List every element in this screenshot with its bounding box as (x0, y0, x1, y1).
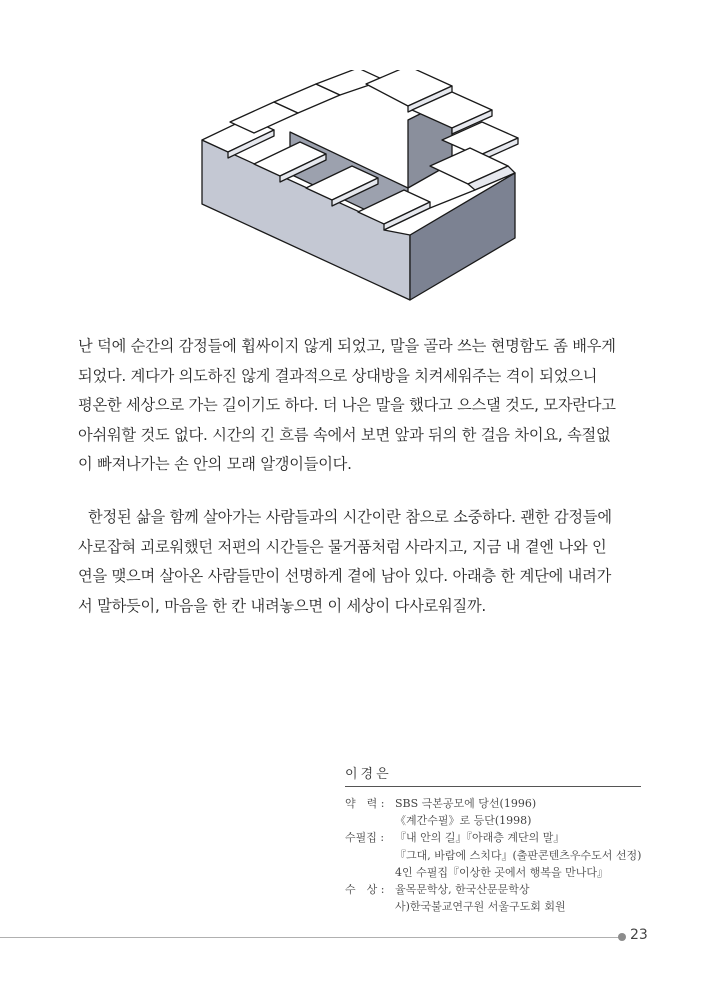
author-profile (345, 763, 641, 915)
bio-label: 수필집 : (345, 831, 385, 845)
bio-line: 『그대, 바람에 스치다』(출판콘텐츠우수도서 선정) (395, 848, 642, 862)
bio-row-career (345, 795, 641, 829)
bio-row-awards (345, 881, 641, 915)
paragraph-1-line: 이 빠져나가는 손 안의 모래 알갱이들이다. (78, 455, 352, 473)
bio-line: 《계간수필》로 등단(1998) (395, 814, 532, 828)
paragraph-2-line: 사로잡혀 괴로워했던 저편의 시간들은 물거품처럼 사라지고, 지금 내 곁엔 나와 인 (78, 537, 607, 556)
paragraph-2-line: 서 말하듯이, 마음을 한 칸 내려놓으면 이 세상이 다사로워질까. (78, 596, 487, 615)
paragraph-2 (78, 503, 644, 621)
bio-line: SBS 극본공모에 당선(1996) (395, 797, 537, 810)
footer-divider (0, 937, 620, 938)
paragraph-1-line: 아쉬워할 것도 없다. 시간의 긴 흐름 속에서 보면 앞과 뒤의 한 걸음 차이요, 속절없 (78, 425, 611, 444)
paragraph-1 (78, 332, 644, 480)
paragraph-1-line: 난 덕에 순간의 감정들에 휩싸이지 않게 되었고, 말을 골라 쓰는 현명함도 좀 배우게 (78, 337, 616, 355)
bio-line: 4인 수필집『이상한 곳에서 행복을 만나다』 (395, 865, 608, 879)
author-bio (345, 795, 641, 915)
bio-line: 율목문학상, 한국산문문학상 (395, 883, 530, 897)
bio-line: 사)한국불교연구원 서울구도회 회원 (395, 900, 566, 914)
page-number: 23 (630, 927, 648, 943)
paragraph-1-line: 되었다. 계다가 의도하진 않게 결과적으로 상대방을 치켜세워주는 격이 되었으니 (78, 366, 598, 385)
bio-label: 수 상 : (345, 883, 385, 897)
paragraph-2-line: 한정된 삶을 함께 살아가는 사람들과의 시간이란 참으로 소중하다. 괜한 감정들에 (88, 508, 612, 526)
bio-row-books (345, 829, 641, 881)
bio-line: 『내 안의 길』『아래층 계단의 말』 (395, 831, 565, 845)
author-name: 이경은 (345, 763, 641, 787)
impossible-staircase-illustration (190, 70, 530, 305)
paragraph-2-line: 연을 맺으며 살아온 사람들만이 선명하게 곁에 남아 있다. 아래층 한 계단에 내려가 (78, 567, 612, 585)
paragraph-1-line: 평온한 세상으로 가는 길이기도 하다. 더 나은 말을 했다고 으스댈 것도, 모자란다고 (78, 396, 616, 414)
bio-label: 약 력 : (345, 797, 385, 810)
footer-dot-icon (618, 933, 626, 941)
